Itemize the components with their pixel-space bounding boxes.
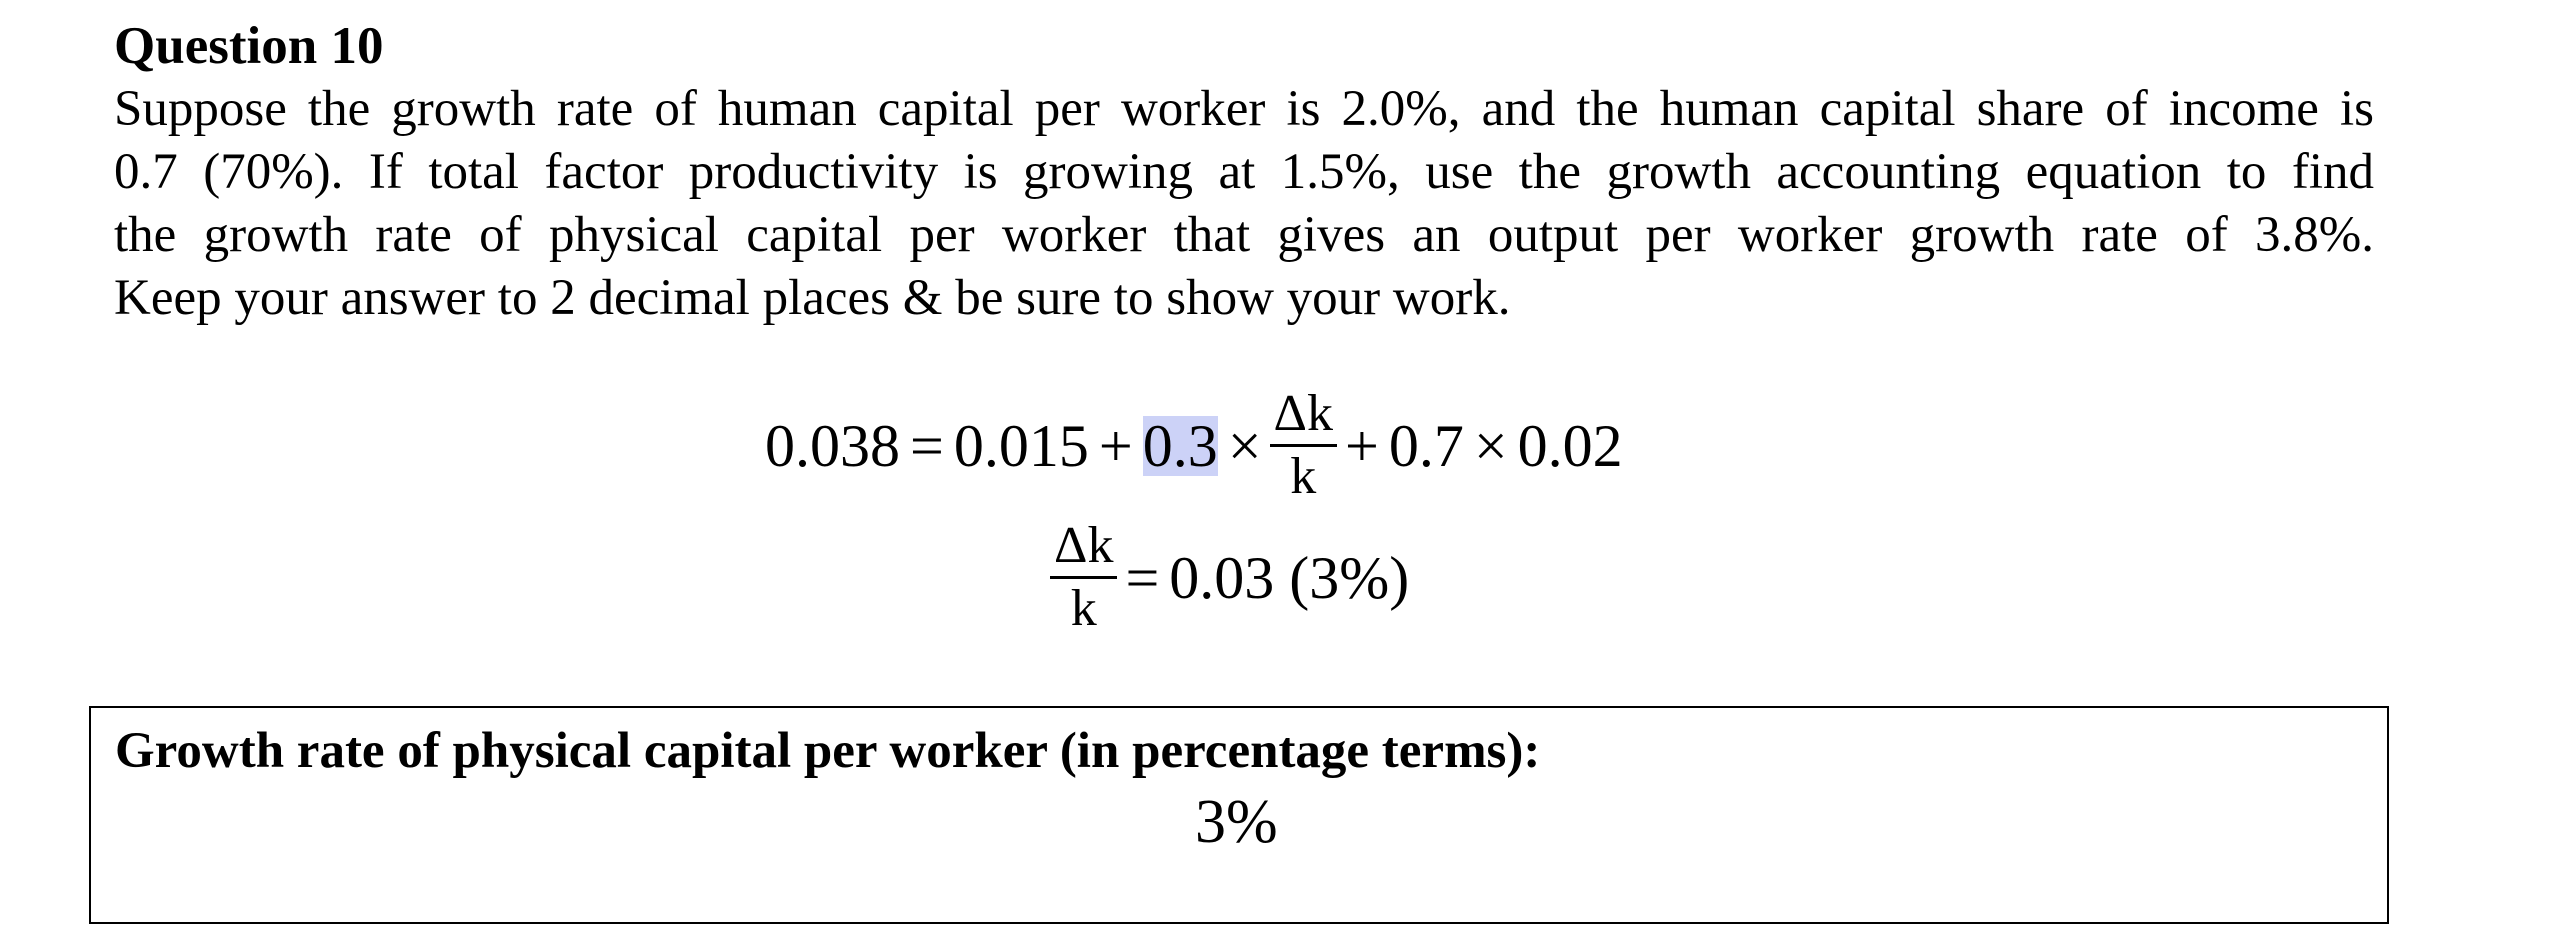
question-line: 0.7 (70%). If total factor productivity is growing at 1.5%, use the growth accounting equation to find [114, 144, 2374, 200]
question-title: Question 10 [114, 17, 384, 75]
fraction-numerator: Δk [1054, 517, 1114, 574]
solution-equation [1042, 516, 1409, 639]
question-line: Keep your answer to 2 decimal places & be sure to show your work. [114, 270, 1511, 326]
plus-sign: + [1344, 412, 1379, 479]
equals-sign: = [1125, 544, 1160, 611]
question-text [114, 78, 2374, 330]
output-growth-value: 0.038 [765, 412, 900, 479]
human-growth-value: 0.02 [1517, 412, 1623, 479]
growth-accounting-equation [765, 384, 1623, 507]
answer-value[interactable]: 3% [1195, 788, 1278, 856]
fraction-denominator: k [1070, 580, 1097, 637]
capital-growth-fraction [1050, 516, 1117, 639]
answer-box[interactable] [89, 706, 2389, 924]
capital-share-value: 0.3 [1142, 412, 1218, 479]
question-line: the growth rate of physical capital per worker that gives an output per worker growth rate of 3.8%. [114, 207, 2374, 263]
fraction-numerator: Δk [1273, 385, 1333, 442]
question-line: Suppose the growth rate of human capital per worker is 2.0%, and the human capital share of income is [114, 81, 2374, 137]
times-sign: × [1227, 412, 1262, 479]
equals-sign: = [910, 412, 944, 479]
human-share-value: 0.7 [1388, 412, 1464, 479]
question-block [114, 14, 2374, 330]
answer-label: Growth rate of physical capital per worker (in percentage terms): [115, 723, 1541, 779]
tfp-growth-value: 0.015 [953, 412, 1089, 479]
times-sign: × [1473, 412, 1508, 479]
capital-growth-fraction [1270, 384, 1337, 507]
solution-value: 0.03 (3%) [1169, 544, 1410, 611]
fraction-denominator: k [1290, 448, 1317, 505]
plus-sign: + [1098, 412, 1133, 479]
